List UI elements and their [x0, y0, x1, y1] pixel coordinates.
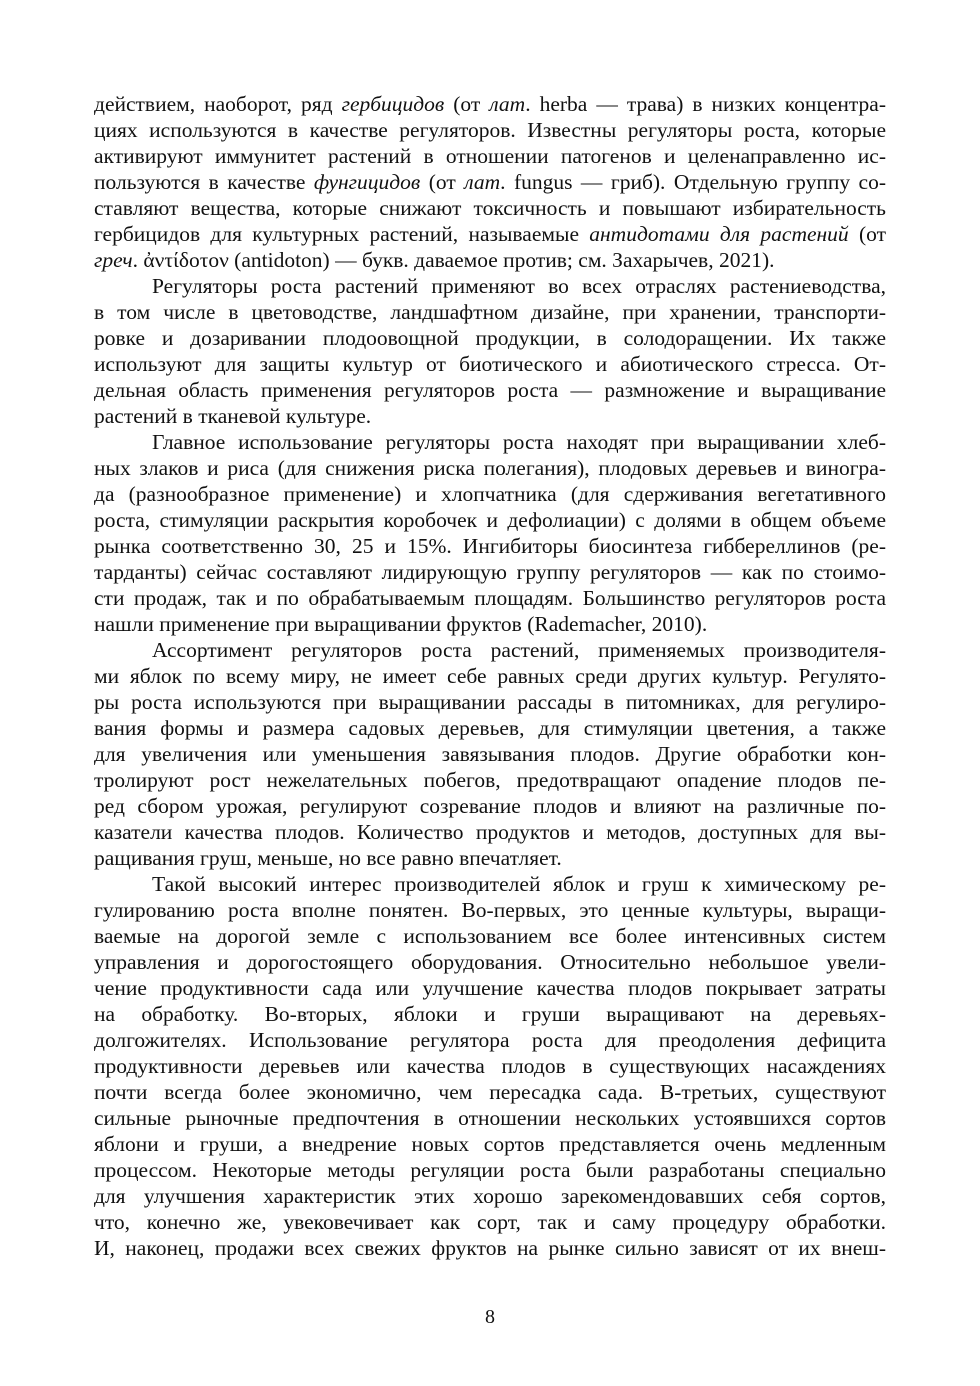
- text-run: ращивания груш, меньше, но все равно впечатляет.: [94, 846, 562, 870]
- text-run: для улучшения характеристик этих хорошо зарекомендовавших себя сортов,: [94, 1184, 886, 1208]
- text-run: используют для защиты культур от биотического и абиотического стресса. От-: [94, 352, 886, 376]
- text-run: для увеличения или уменьшения завязывания плодов. Другие обработки кон-: [94, 742, 886, 766]
- text-run: гербицидов для культурных растений, называемые: [94, 222, 590, 246]
- text-run: на обработку. Во-вторых, яблоки и груши выращивают на деревьях-: [94, 1002, 886, 1026]
- text-run: ровке и дозаривании плодоовощной продукции, в солодоращении. Их также: [94, 326, 886, 350]
- paragraph: [94, 273, 886, 429]
- paragraph: [94, 637, 886, 871]
- text-line: [94, 247, 886, 273]
- body-text: [94, 91, 886, 1261]
- text-run: пользуются в качестве: [94, 170, 314, 194]
- text-line: [94, 1209, 886, 1235]
- text-line: [94, 221, 886, 247]
- text-run: активируют иммунитет растений в отношении патогенов и целенаправленно ис-: [94, 144, 886, 168]
- text-line: [94, 169, 886, 195]
- text-run: дельная область применения регуляторов роста — размножение и выращивание: [94, 378, 886, 402]
- text-run: сильные рыночные предпочтения в отношении нескольких устоявшихся сортов: [94, 1106, 886, 1130]
- text-run: что, конечно же, увековечивает как сорт, так и саму процедуру обработки.: [94, 1210, 886, 1234]
- text-run: ры роста используются при выращивании рассады в питомниках, для регулиро-: [94, 690, 886, 714]
- text-run: яблони и груши, а внедрение новых сортов представляется очень медленным: [94, 1132, 886, 1156]
- text-line: [94, 195, 886, 221]
- text-line: [94, 1131, 886, 1157]
- text-line: [94, 455, 886, 481]
- text-line: [94, 845, 886, 871]
- text-line: [94, 1235, 886, 1261]
- text-line: [94, 1157, 886, 1183]
- text-run: ставляют вещества, которые снижают токсичность и повышают избирательность: [94, 196, 886, 220]
- text-run: продуктивности деревьев или качества плодов в существующих насаждениях: [94, 1054, 886, 1078]
- text-line: [94, 325, 886, 351]
- italic-term: лат: [464, 170, 501, 194]
- text-run: Ассортимент регуляторов роста растений, применяемых производителя-: [152, 638, 886, 662]
- text-line: [94, 1183, 886, 1209]
- text-run: нашли применение при выращивании фруктов (Rademacher, 2010).: [94, 612, 708, 636]
- paragraph: [94, 429, 886, 637]
- text-run: управления и дорогостоящего оборудования. Относительно небольшое увели-: [94, 950, 886, 974]
- text-line: [94, 767, 886, 793]
- text-run: действием, наоборот, ряд: [94, 92, 342, 116]
- italic-term: антидотами для растений: [589, 222, 849, 246]
- text-run: да (разнообразное применение) и хлопчатника (для сдерживания вегетативного: [94, 482, 886, 506]
- page-number: 8: [485, 1306, 495, 1328]
- italic-term: гербицидов: [341, 92, 445, 116]
- text-run: . herba — трава) в низких концентра-: [525, 92, 887, 116]
- text-run: ред сбором урожая, регулируют созревание плодов и влияют на различные по-: [94, 794, 886, 818]
- text-line: [94, 559, 886, 585]
- text-line: [94, 871, 886, 897]
- text-run: чение продуктивности сада или улучшение качества плодов покрывает затраты: [94, 976, 886, 1000]
- text-run: ми яблок по всему миру, не имеет себе равных среди других культур. Регулято-: [94, 664, 886, 688]
- text-run: процессом. Некоторые методы регуляции роста были разработаны специально: [94, 1158, 886, 1182]
- text-line: [94, 1053, 886, 1079]
- text-run: роста, стимуляции раскрытия коробочек и дефолиации) с долями в общем объеме: [94, 508, 886, 532]
- text-line: [94, 611, 886, 637]
- text-run: почти всегда более экономично, чем пересадка сада. В-третьих, существуют: [94, 1080, 886, 1104]
- text-run: ваемые на дорогой земле с использованием все более интенсивных систем: [94, 924, 886, 948]
- text-run: Такой высокий интерес производителей яблок и груш к химическому ре-: [152, 872, 886, 896]
- text-line: [94, 273, 886, 299]
- text-run: тарданты) сейчас составляют лидирующую группу регуляторов — как по стоимо-: [94, 560, 886, 584]
- text-line: [94, 689, 886, 715]
- paragraph: [94, 871, 886, 1261]
- text-run: сти продаж, так и по обрабатываемым площадям. Большинство регуляторов роста: [94, 586, 886, 610]
- text-line: [94, 1079, 886, 1105]
- text-run: гулированию роста вполне понятен. Во-первых, это ценные культуры, выращи-: [94, 898, 886, 922]
- text-line: [94, 481, 886, 507]
- text-line: [94, 299, 886, 325]
- text-line: [94, 897, 886, 923]
- text-line: [94, 351, 886, 377]
- text-line: [94, 975, 886, 1001]
- text-run: И, наконец, продажи всех свежих фруктов на рынке сильно зависят от их внеш-: [94, 1236, 886, 1260]
- text-run: (от: [420, 170, 465, 194]
- text-run: циях используются в качестве регуляторов. Известны регуляторы роста, которые: [94, 118, 886, 142]
- text-run: . fungus — гриб). Отдельную группу со-: [500, 170, 886, 194]
- text-line: [94, 1001, 886, 1027]
- italic-term: греч: [94, 248, 133, 272]
- text-run: тролируют рост нежелательных побегов, предотвращают опадение плодов пе-: [94, 768, 886, 792]
- text-run: (от: [848, 222, 886, 246]
- text-run: в том числе в цветоводстве, ландшафтном дизайне, при хранении, транспорти-: [94, 300, 886, 324]
- text-line: [94, 637, 886, 663]
- text-run: Регуляторы роста растений применяют во всех отраслях растениеводства,: [152, 274, 886, 298]
- paragraph: [94, 91, 886, 273]
- text-line: [94, 585, 886, 611]
- text-line: [94, 1105, 886, 1131]
- text-line: [94, 429, 886, 455]
- italic-term: фунгицидов: [313, 170, 421, 194]
- text-line: [94, 663, 886, 689]
- text-run: растений в тканевой культуре.: [94, 404, 372, 428]
- text-line: [94, 819, 886, 845]
- text-line: [94, 793, 886, 819]
- text-line: [94, 507, 886, 533]
- text-line: [94, 949, 886, 975]
- italic-term: лат: [489, 92, 526, 116]
- text-line: [94, 715, 886, 741]
- text-run: вания формы и размера садовых деревьев, для стимуляции цветения, а также: [94, 716, 886, 740]
- text-line: [94, 143, 886, 169]
- text-run: казатели качества плодов. Количество продуктов и методов, доступных для вы-: [94, 820, 886, 844]
- text-run: ных злаков и риса (для снижения риска полегания), плодовых деревьев и виногра-: [94, 456, 886, 480]
- text-line: [94, 1027, 886, 1053]
- text-run: (от: [444, 92, 490, 116]
- text-line: [94, 91, 886, 117]
- text-run: долгожителях. Использование регулятора роста для преодоления дефицита: [94, 1028, 886, 1052]
- text-run: . ἀντίδοτον (antidoton) — букв. даваемое против; см. Захарычев, 2021).: [132, 248, 775, 272]
- text-line: [94, 923, 886, 949]
- text-line: [94, 533, 886, 559]
- text-run: рынка соответственно 30, 25 и 15%. Ингибиторы биосинтеза гиббереллинов (ре-: [94, 534, 886, 558]
- text-line: [94, 403, 886, 429]
- text-line: [94, 741, 886, 767]
- text-line: [94, 377, 886, 403]
- text-line: [94, 117, 886, 143]
- text-run: Главное использование регуляторы роста находят при выращивании хлеб-: [152, 430, 886, 454]
